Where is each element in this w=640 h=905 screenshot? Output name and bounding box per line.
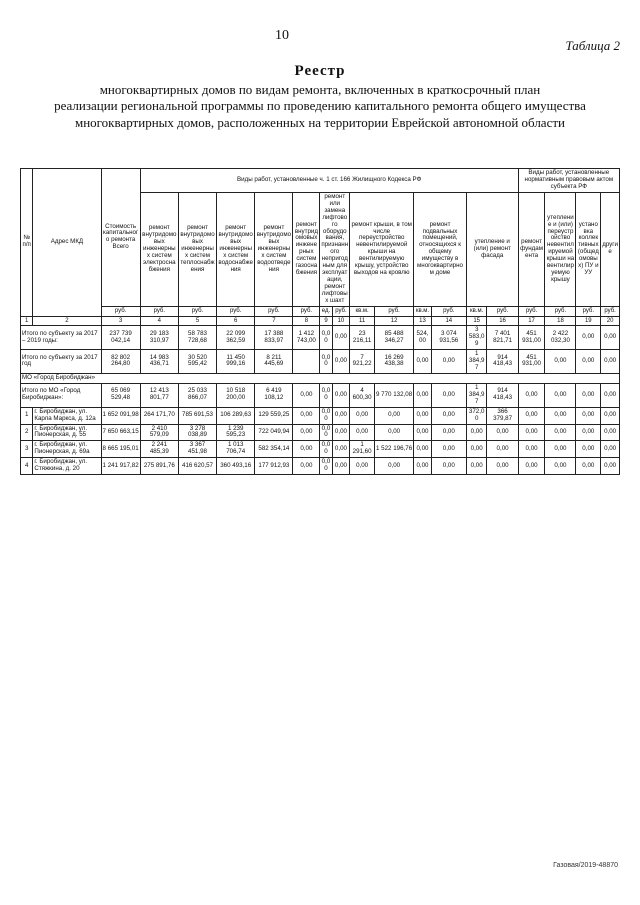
title-line-4: многоквартирных домов, расположенных на территории Еврейской автономной области xyxy=(74,115,565,131)
cell: 0,00 xyxy=(487,441,518,458)
cell-cost: 8 665 195,01 xyxy=(101,441,140,458)
cell: 0,00 xyxy=(332,458,350,475)
cell: 0,00 xyxy=(320,441,332,458)
cell: 2 422 032,30 xyxy=(545,326,576,350)
cell: 0,00 xyxy=(431,350,466,374)
unit-cell: руб. xyxy=(576,306,601,316)
cell: 11 450 999,16 xyxy=(217,350,255,374)
cell: 9 770 132,08 xyxy=(374,383,413,407)
row-number: 3 xyxy=(21,441,33,458)
cell: 0,00 xyxy=(545,350,576,374)
cell: 0,00 xyxy=(576,441,601,458)
cell: 8 211 445,69 xyxy=(255,350,293,374)
cell: 0,00 xyxy=(414,424,432,441)
cell xyxy=(293,350,320,374)
cell: 0,00 xyxy=(487,424,518,441)
unit-cell: руб. xyxy=(374,306,413,316)
cell: 0,00 xyxy=(374,458,413,475)
column-number: 15 xyxy=(466,316,487,326)
cell: 0,00 xyxy=(293,458,320,475)
cell: 0,00 xyxy=(545,458,576,475)
row-address: г. Биробиджан, ул. Пионерская, д. 69а xyxy=(33,441,101,458)
document-title xyxy=(40,62,600,132)
cell: 0,00 xyxy=(414,407,432,424)
cell: 10 518 200,00 xyxy=(217,383,255,407)
municipality-heading: МО «Город Биробиджан» xyxy=(21,373,620,383)
header-address: Адрес МКД xyxy=(33,169,101,317)
column-number: 14 xyxy=(431,316,466,326)
header-group-subject: Виды работ, установленные нормативным правовым актом субъекта РФ xyxy=(518,169,619,193)
cell: 30 520 595,42 xyxy=(178,350,216,374)
table-row xyxy=(21,407,620,424)
unit-cell: руб. xyxy=(332,306,350,316)
column-number: 20 xyxy=(601,316,620,326)
cell: 0,00 xyxy=(601,350,620,374)
column-number: 4 xyxy=(140,316,178,326)
cell: 17 388 833,97 xyxy=(255,326,293,350)
cell-cost: 7 650 663,15 xyxy=(101,424,140,441)
cell: 4 600,30 xyxy=(350,383,375,407)
column-number: 11 xyxy=(350,316,375,326)
unit-cell: руб. xyxy=(601,306,620,316)
unit-cell: руб. xyxy=(545,306,576,316)
cell: 12 413 801,77 xyxy=(140,383,178,407)
unit-cell: руб. xyxy=(140,306,178,316)
header-group-166: Виды работ, установленные ч. 1 ст. 166 Жилищного Кодекса РФ xyxy=(140,169,518,193)
cell: 85 488 346,27 xyxy=(374,326,413,350)
unit-cell: руб. xyxy=(255,306,293,316)
cell: 7 401 821,71 xyxy=(487,326,518,350)
cell: 3 074 931,56 xyxy=(431,326,466,350)
cell: 1 013 706,74 xyxy=(217,441,255,458)
cell: 416 620,57 xyxy=(178,458,216,475)
unit-cell: руб. xyxy=(518,306,545,316)
cell: 0,00 xyxy=(293,441,320,458)
column-number: 16 xyxy=(487,316,518,326)
title-line-2: многоквартирных домов по видам ремонта, включенных в краткосрочный план xyxy=(99,81,541,97)
cell: 914 418,43 xyxy=(487,383,518,407)
cell: 58 783 728,68 xyxy=(178,326,216,350)
row-address: г. Биробиджан, ул. Стяжкина, д. 20 xyxy=(33,458,101,475)
unit-cell: руб. xyxy=(487,306,518,316)
table-row xyxy=(21,424,620,441)
column-number: 18 xyxy=(545,316,576,326)
cell: 2 410 579,09 xyxy=(140,424,178,441)
cell: 914 418,43 xyxy=(487,350,518,374)
header-work-coldwater: ремонт внутридомовых инженерных систем водоснабжения xyxy=(217,192,255,306)
header-row-1 xyxy=(21,169,620,193)
cell: 0,00 xyxy=(431,407,466,424)
cell: 0,00 xyxy=(431,441,466,458)
cell: 0,00 xyxy=(414,350,432,374)
column-number: 12 xyxy=(374,316,413,326)
cell: 0,00 xyxy=(601,383,620,407)
row-address: г. Биробиджан, ул. Пионерская, д. 55 xyxy=(33,424,101,441)
column-number: 10 xyxy=(332,316,350,326)
cell: 0,00 xyxy=(374,424,413,441)
cell: 0,00 xyxy=(320,407,332,424)
cell: 0,00 xyxy=(545,407,576,424)
cell: 0,00 xyxy=(320,326,332,350)
unit-cell: кв.м. xyxy=(350,306,375,316)
row-number: 1 xyxy=(21,407,33,424)
column-number: 19 xyxy=(576,316,601,326)
header-cost: Стоимость капитального ремонта Всего xyxy=(101,169,140,307)
header-work-gas: ремонт внутридомовых инженерных систем газоснабжения xyxy=(293,192,320,306)
cell: 0,00 xyxy=(332,350,350,374)
row-label: Итого по субъекту за 2017 – 2019 годы: xyxy=(21,326,102,350)
table-row xyxy=(21,373,620,383)
cell: 0,00 xyxy=(414,441,432,458)
cell: 0,00 xyxy=(332,326,350,350)
column-number: 2 xyxy=(33,316,101,326)
cell: 16 269 438,38 xyxy=(374,350,413,374)
header-work-roof: ремонт крыши, в том числе переустройство невентилируемой крыши на вентилируемую крышу, устройство выходов на кровлю xyxy=(350,192,414,306)
header-work-lift: ремонт или замена лифтового оборудования, признанного непригодным для эксплуатации, ремонт лифтовых шахт xyxy=(320,192,350,306)
header-work-facade: утепление и (или) ремонт фасада xyxy=(466,192,518,306)
cell: 0,00 xyxy=(576,424,601,441)
cell: 0,00 xyxy=(545,383,576,407)
cell: 0,00 xyxy=(545,424,576,441)
unit-cell: руб. xyxy=(178,306,216,316)
cell: 0,00 xyxy=(320,350,332,374)
column-number: 13 xyxy=(414,316,432,326)
cell: 0,00 xyxy=(414,458,432,475)
column-number: 7 xyxy=(255,316,293,326)
cell: 0,00 xyxy=(293,424,320,441)
cell: 0,00 xyxy=(576,326,601,350)
cell: 0,00 xyxy=(466,458,487,475)
cell: 0,00 xyxy=(350,424,375,441)
row-number: 4 xyxy=(21,458,33,475)
cell: 1 384,97 xyxy=(466,350,487,374)
cell: 0,00 xyxy=(350,407,375,424)
cell: 14 983 436,71 xyxy=(140,350,178,374)
cell: 0,00 xyxy=(320,458,332,475)
unit-cell: руб. xyxy=(431,306,466,316)
cell: 0,00 xyxy=(431,458,466,475)
cell: 451 931,00 xyxy=(518,350,545,374)
header-work-elec: ремонт внутридомовых инженерных систем электроснабжения xyxy=(140,192,178,306)
cell: 22 099 362,59 xyxy=(217,326,255,350)
cell: 2 241 485,39 xyxy=(140,441,178,458)
cell: 0,00 xyxy=(601,424,620,441)
header-work-basement: ремонт подвальных помещений, относящихся к общему имуществу в многоквартирном доме xyxy=(414,192,467,306)
unit-cell: кв.м. xyxy=(466,306,487,316)
cell: 0,00 xyxy=(518,424,545,441)
column-number: 3 xyxy=(101,316,140,326)
row-number: 2 xyxy=(21,424,33,441)
unit-cell: руб. xyxy=(293,306,320,316)
cell: 0,00 xyxy=(320,383,332,407)
cell: 372,00 xyxy=(466,407,487,424)
cell: 0,00 xyxy=(545,441,576,458)
header-work-other: другие xyxy=(601,192,620,306)
cell: 7 921,22 xyxy=(350,350,375,374)
cell-cost: 1 241 917,82 xyxy=(101,458,140,475)
cell: 0,00 xyxy=(431,383,466,407)
cell: 129 559,25 xyxy=(255,407,293,424)
cell: 0,00 xyxy=(518,458,545,475)
cell: 177 912,93 xyxy=(255,458,293,475)
column-number-row xyxy=(21,316,620,326)
cell: 0,00 xyxy=(332,407,350,424)
column-number: 17 xyxy=(518,316,545,326)
row-label: Итого по МО «Город Биробиджан»: xyxy=(21,383,102,407)
cell: 264 171,70 xyxy=(140,407,178,424)
title-line-1: Реестр xyxy=(294,63,346,79)
cell: 1 384,97 xyxy=(466,383,487,407)
table-row xyxy=(21,458,620,475)
cell: 29 183 310,97 xyxy=(140,326,178,350)
unit-cell: руб. xyxy=(101,306,140,316)
cell: 0,00 xyxy=(466,441,487,458)
cell: 0,00 xyxy=(601,326,620,350)
cell: 582 354,14 xyxy=(255,441,293,458)
cell: 0,00 xyxy=(576,350,601,374)
page-number: 10 xyxy=(275,28,289,43)
footnote: Газовая/2019-48870 xyxy=(553,862,618,869)
cell: 0,00 xyxy=(414,383,432,407)
cell: 0,00 xyxy=(601,407,620,424)
cell: 0,00 xyxy=(601,441,620,458)
cell: 3 278 038,89 xyxy=(178,424,216,441)
cell-cost: 82 802 264,80 xyxy=(101,350,140,374)
table-row xyxy=(21,441,620,458)
header-work-sewer: ремонт внутридомовых инженерных систем водоотведения xyxy=(255,192,293,306)
cell: 0,00 xyxy=(518,383,545,407)
cell: 0,00 xyxy=(576,407,601,424)
cell: 1 239 595,23 xyxy=(217,424,255,441)
column-number: 8 xyxy=(293,316,320,326)
cell: 785 691,53 xyxy=(178,407,216,424)
unit-cell: кв.м. xyxy=(414,306,432,316)
units-row xyxy=(21,306,620,316)
column-number: 5 xyxy=(178,316,216,326)
cell: 23 216,11 xyxy=(350,326,375,350)
cell: 106 289,63 xyxy=(217,407,255,424)
cell: 1 291,60 xyxy=(350,441,375,458)
cell: 0,00 xyxy=(576,383,601,407)
table-row xyxy=(21,326,620,350)
cell: 1 412 743,00 xyxy=(293,326,320,350)
row-address: г. Биробиджан, ул. Карла Маркса, д. 12а xyxy=(33,407,101,424)
cell: 0,00 xyxy=(431,424,466,441)
cell: 0,00 xyxy=(332,424,350,441)
cell: 0,00 xyxy=(374,407,413,424)
registry-table xyxy=(20,168,620,475)
column-number: 9 xyxy=(320,316,332,326)
cell: 0,00 xyxy=(601,458,620,475)
cell: 366 379,87 xyxy=(487,407,518,424)
table-label: Таблица 2 xyxy=(565,38,620,53)
unit-cell: руб. xyxy=(217,306,255,316)
row-label: Итого по субъекту за 2017 год xyxy=(21,350,102,374)
header-num: № п/п xyxy=(21,169,33,317)
cell: 0,00 xyxy=(466,424,487,441)
cell: 3 583,09 xyxy=(466,326,487,350)
cell: 722 049,94 xyxy=(255,424,293,441)
cell: 0,00 xyxy=(350,458,375,475)
column-number: 6 xyxy=(217,316,255,326)
cell-cost: 1 652 091,98 xyxy=(101,407,140,424)
cell: 0,00 xyxy=(518,407,545,424)
cell: 0,00 xyxy=(332,441,350,458)
title-line-3: реализации региональной программы по проведению капитального ремонта общего имущества xyxy=(54,98,586,114)
cell: 275 891,76 xyxy=(140,458,178,475)
cell: 6 419 108,12 xyxy=(255,383,293,407)
cell: 25 033 866,07 xyxy=(178,383,216,407)
cell: 0,00 xyxy=(320,424,332,441)
cell: 451 931,00 xyxy=(518,326,545,350)
cell: 0,00 xyxy=(332,383,350,407)
table-row xyxy=(21,350,620,374)
cell: 1 522 196,76 xyxy=(374,441,413,458)
header-work-foundation: ремонт фундамента xyxy=(518,192,545,306)
cell: 0,00 xyxy=(576,458,601,475)
table-row xyxy=(21,383,620,407)
cell-cost: 65 069 529,48 xyxy=(101,383,140,407)
cell: 0,00 xyxy=(518,441,545,458)
cell: 524,00 xyxy=(414,326,432,350)
header-work-heat: ремонт внутридомовых инженерных систем теплоснабжения xyxy=(178,192,216,306)
cell: 360 493,16 xyxy=(217,458,255,475)
cell: 0,00 xyxy=(293,407,320,424)
cell: 0,00 xyxy=(487,458,518,475)
column-number: 1 xyxy=(21,316,33,326)
cell-cost: 237 739 042,14 xyxy=(101,326,140,350)
header-work-devices: установка коллективных (общедомовых) ПУ и УУ xyxy=(576,192,601,306)
header-work-warming: утепление и (или) переустройство невентилируемой крыши на вентилируемую крышу xyxy=(545,192,576,306)
cell: 0,00 xyxy=(293,383,320,407)
cell: 3 367 451,98 xyxy=(178,441,216,458)
unit-cell: ед. xyxy=(320,306,332,316)
